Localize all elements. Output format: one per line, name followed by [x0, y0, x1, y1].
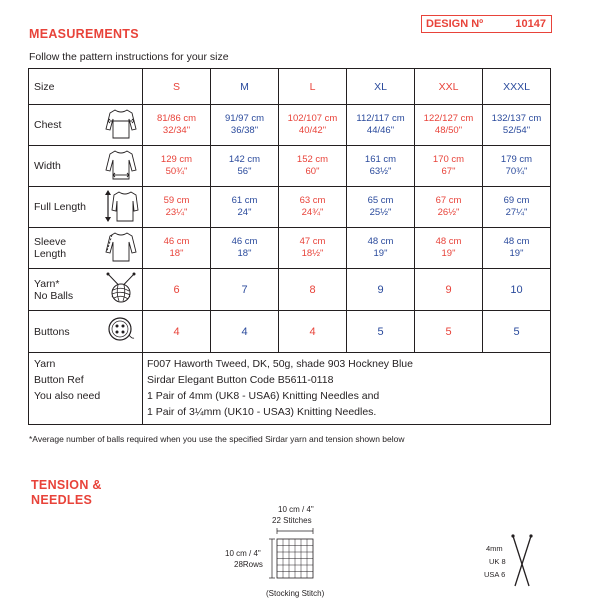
yarn-balls-label: Yarn* No Balls [29, 269, 101, 311]
needle-usa: USA 6 [484, 570, 506, 579]
tension-needles-heading: TENSION & NEEDLES [31, 478, 102, 507]
full-length-icon [102, 188, 140, 224]
chest-label: Chest [29, 105, 101, 146]
design-label: DESIGN Nº [426, 18, 484, 30]
sleeve-length-icon [102, 230, 140, 264]
chest-icon [102, 107, 140, 141]
tension-stitches: 22 Stitches [272, 516, 312, 525]
info-block [29, 353, 551, 425]
size-s: S [143, 69, 211, 105]
size-header-row [29, 69, 551, 105]
size-table [28, 68, 551, 425]
full-length-row: Full Length 59 cm 23¼" 61 cm 24" 63 cm 24¾" 65 cm 25½" 67 cm 26½" 69 cm 27¼" [29, 187, 551, 228]
tension-diagram [222, 505, 362, 600]
tension-top-measure: 10 cm / 4" [278, 505, 314, 514]
needles-diagram [480, 532, 540, 592]
size-xxxl: XXXL [483, 69, 551, 105]
size-xxl: XXL [415, 69, 483, 105]
button-ref-value: Sirdar Elegant Button Code B5611-0118 [147, 374, 334, 386]
size-l: L [279, 69, 347, 105]
sleeve-length-row: Sleeve Length 46 cm 18" 46 cm 18" 47 cm 18½" 48 cm 19" 48 cm 19" 48 cm 19" [29, 228, 551, 269]
full-length-label: Full Length [29, 187, 101, 228]
tension-side-measure: 10 cm / 4" [225, 549, 261, 558]
yarn-balls-row: Yarn* No Balls 6 7 8 9 9 10 [29, 269, 551, 311]
subtitle: Follow the pattern instructions for your size [29, 51, 229, 63]
width-label: Width [29, 146, 101, 187]
button-icon [106, 315, 136, 345]
width-icon [102, 148, 140, 182]
needle-uk: UK 8 [489, 557, 506, 566]
measurements-heading: MEASUREMENTS [29, 27, 139, 41]
tension-rows: 28Rows [234, 560, 263, 569]
you-also-need-label: You also need [34, 390, 101, 402]
needle-size: 4mm [486, 544, 503, 553]
sleeve-length-label: Sleeve Length [29, 228, 101, 269]
knitting-needles-icon [510, 534, 534, 590]
width-row: Width 129 cm 50¾" 142 cm 56" 152 cm 60" 161 cm 63½" 170 cm 67" 179 cm 70¾" [29, 146, 551, 187]
footnote: *Average number of balls required when you use the specified Sirdar yarn and tension shown below [29, 434, 405, 444]
tension-stitch-type: (Stocking Stitch) [266, 589, 325, 598]
yarn-info-value: F007 Haworth Tweed, DK, 50g, shade 903 Hockney Blue [147, 358, 413, 370]
buttons-label: Buttons [29, 311, 101, 353]
design-number-box [421, 15, 552, 33]
size-m: M [211, 69, 279, 105]
yarn-info-label: Yarn [34, 358, 56, 370]
chest-row: Chest 81/86 cm 32/34" 91/97 cm 36/38" 102/107 cm 40/42" 112/117 cm 44/46" 122/127 cm 48/50" 132/137 cm 52/54" [29, 105, 551, 146]
buttons-row: Buttons 4 4 4 5 5 5 [29, 311, 551, 353]
size-xl: XL [347, 69, 415, 105]
tension-swatch-grid [222, 505, 362, 585]
button-ref-label: Button Ref [34, 374, 84, 386]
yarn-ball-icon [104, 271, 138, 305]
needles-value-2: 1 Pair of 3¼mm (UK10 - USA3) Knitting Needles. [147, 406, 377, 418]
design-number: 10147 [515, 18, 546, 30]
needles-value-1: 1 Pair of 4mm (UK8 - USA6) Knitting Needles and [147, 390, 380, 402]
size-label: Size [29, 69, 101, 105]
